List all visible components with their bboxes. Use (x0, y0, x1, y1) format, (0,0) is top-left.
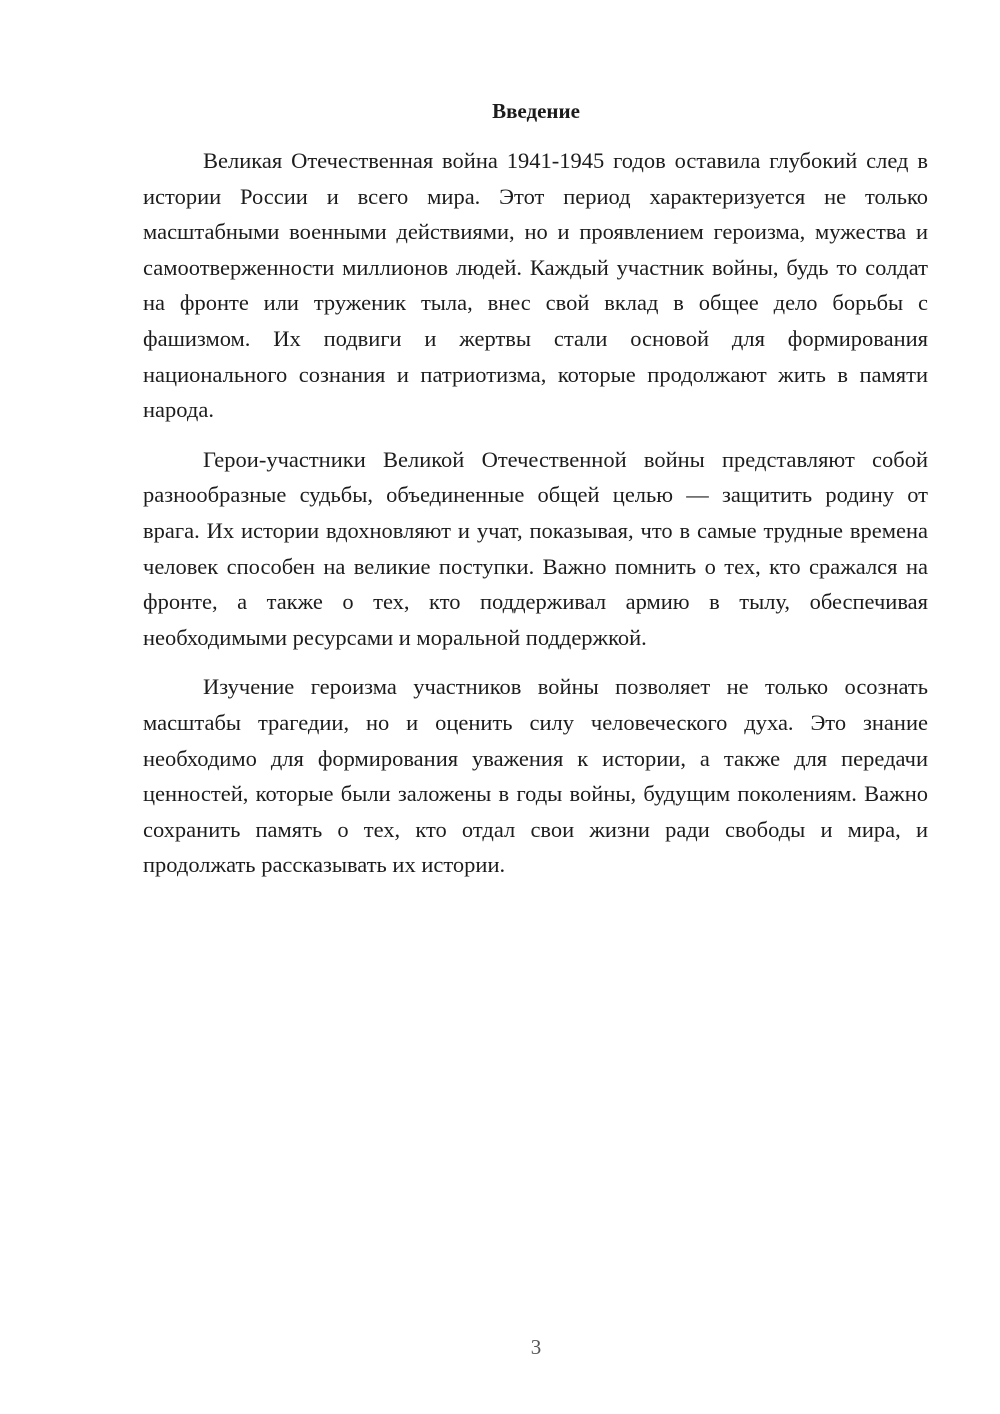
page-number: 3 (530, 1335, 542, 1359)
paragraph-1: Великая Отечественная война 1941-1945 годов оставила глубокий след в истории России и всего мира. Этот период характеризуется не только масштабными военными действиями, но и проявлением героизма, мужества и самоотверженности миллионов людей. Каждый участник войны, будь то солдат на фронте или труженик тыла, внес свой вклад в общее дело борьбы с фашизмом. Их подвиги и жертвы стали основой для формирования национального сознания и патриотизма, которые продолжают жить в памяти народа. (143, 148, 928, 423)
section-heading: Введение (492, 99, 580, 123)
paragraph-2: Герои-участники Великой Отечественной войны представляют собой разнообразные судьбы, объединенные общей целью — защитить родину от врага. Их истории вдохновляют и учат, показывая, что в самые трудные времена человек способен на великие поступки. Важно помнить о тех, кто сражался на фронте, а также о тех, кто поддерживал армию в тылу, обеспечивая необходимыми ресурсами и моральной поддержкой. (143, 446, 928, 650)
paragraph-3: Изучение героизма участников войны позволяет не только осознать масштабы трагедии, но и оценить силу человеческого духа. Это знание необходимо для формирования уважения к истории, а также для передачи ценностей, которые были заложены в годы войны, будущим поколениям. Важно сохранить память о тех, кто отдал свои жизни ради свободы и мира, и продолжать рассказывать их истории. (143, 674, 928, 878)
body-text (143, 143, 928, 897)
